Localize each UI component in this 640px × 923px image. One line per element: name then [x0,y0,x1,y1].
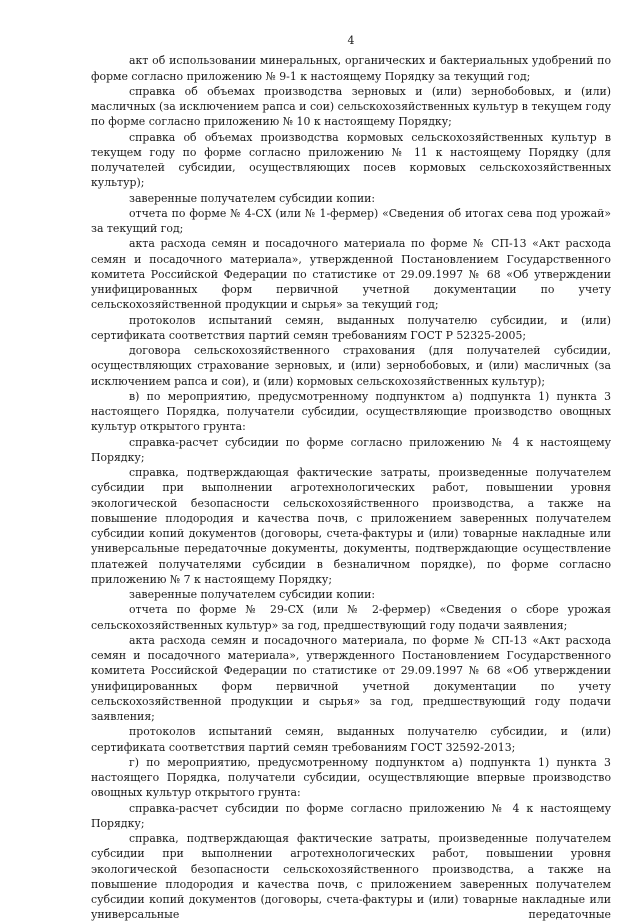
paragraph: заверенные получателем субсидии копии: [129,191,376,205]
paragraph: справка-расчет субсидии по форме согласно приложению № 4 к настоящему Порядку; [91,801,611,830]
paragraph: акта расхода семян и посадочного материала по форме № СП-13 «Акт расхода семян и посадочного материала», утвержденной Постановлением Государственного комитета Российской Федерации по статистике от 29.09.1997 № 68 «Об утверждении унифицированных форм первичной учетной документации по учету сельскохозяйственной продукции и сырья» за текущий год; [91,237,611,312]
paragraph: отчета по форме № 4-СХ (или № 1-фермер) «Сведения об итогах сева под урожай» за текущий год; [91,206,611,235]
paragraph: в) по мероприятию, предусмотренному подпунктом а) подпункта 1) пункта 3 настоящего Порядка, получатели субсидии, осуществляющие производство овощных культур открытого грунта: [91,389,611,434]
paragraph: заверенные получателем субсидии копии: [129,588,376,601]
paragraph: справка-расчет субсидии по форме согласно приложению № 4 к настоящему Порядку; [91,435,611,464]
paragraph: справка, подтверждающая фактические затраты, произведенные получателем субсидии при выполнении агротехнологических работ, повышении уровня экологической безопасности сельскохозяйственного производства, а также на повышение плодородия и качества почв, с приложением заверенных получателем субсидии копий документов (договоры, счета-фактуры и (или) товарные накладные или универсальные передаточные документы, документы, подтверждающие осуществление платежей получателями субсидии в безналичном порядке), по форме согласно приложению № 7 к настоящему Порядку; [91,466,611,586]
paragraph: протоколов испытаний семян, выданных получателю субсидии, и (или) сертификата соответствия партий семян требованиям ГОСТ 32592-2013; [91,725,611,754]
page-number: 4 [347,34,355,47]
paragraph: акта расхода семян и посадочного материала, по форме № СП-13 «Акт расхода семян и посадочного материала», утвержденного Постановлением Государственного комитета Российской Федерации по статистике от 29.09.1997 № 68 «Об утверждении унифицированных форм первичной учетной документации по учету сельскохозяйственной продукции и сырья» за год, предшествующий году подачи заявления; [91,633,611,723]
document-body [91,53,611,922]
paragraph: отчета по форме № 29-СХ (или № 2-фермер) «Сведения о сборе урожая сельскохозяйственных культур» за год, предшествующий году подачи заявления; [91,603,611,632]
paragraph: договора сельскохозяйственного страхования (для получателей субсидии, осуществляющих страхование зерновых, и (или) зернобобовых, и (или) масличных (за исключением рапса и сои), и (или) кормовых сельскохозяйственных культур); [91,344,611,388]
paragraph: справка об объемах производства кормовых сельскохозяйственных культур в текущем году по форме согласно приложению № 11 к настоящему Порядку (для получателей субсидии, осуществляющих посев кормовых сельскохозяйственных культур); [91,130,611,190]
paragraph: справка, подтверждающая фактические затраты, произведенные получателем субсидии при выполнении агротехнологических работ, повышении уровня экологической безопасности сельскохозяйственного производства, а также на повышение плодородия и качества почв, с приложением заверенных получателем субсидии копий документов (договоры, счета-фактуры и (или) товарные накладные или универсальные передаточные [91,832,611,922]
paragraph: справка об объемах производства зерновых и (или) зернобобовых, и (или) масличных (за исключением рапса и сои) сельскохозяйственных культур в текущем году по форме согласно приложению № 10 к настоящему Порядку; [91,84,611,129]
paragraph: г) по мероприятию, предусмотренному подпунктом а) подпункта 1) пункта 3 настоящего Порядка, получатели субсидии, осуществляющие впервые производство овощных культур открытого грунта: [91,755,611,800]
paragraph: акт об использовании минеральных, органических и бактериальных удобрений по форме согласно приложению № 9-1 к настоящему Порядку за текущий год; [91,54,611,83]
paragraph: протоколов испытаний семян, выданных получателю субсидии, и (или) сертификата соответствия партий семян требованиям ГОСТ Р 52325-2005; [91,313,611,342]
